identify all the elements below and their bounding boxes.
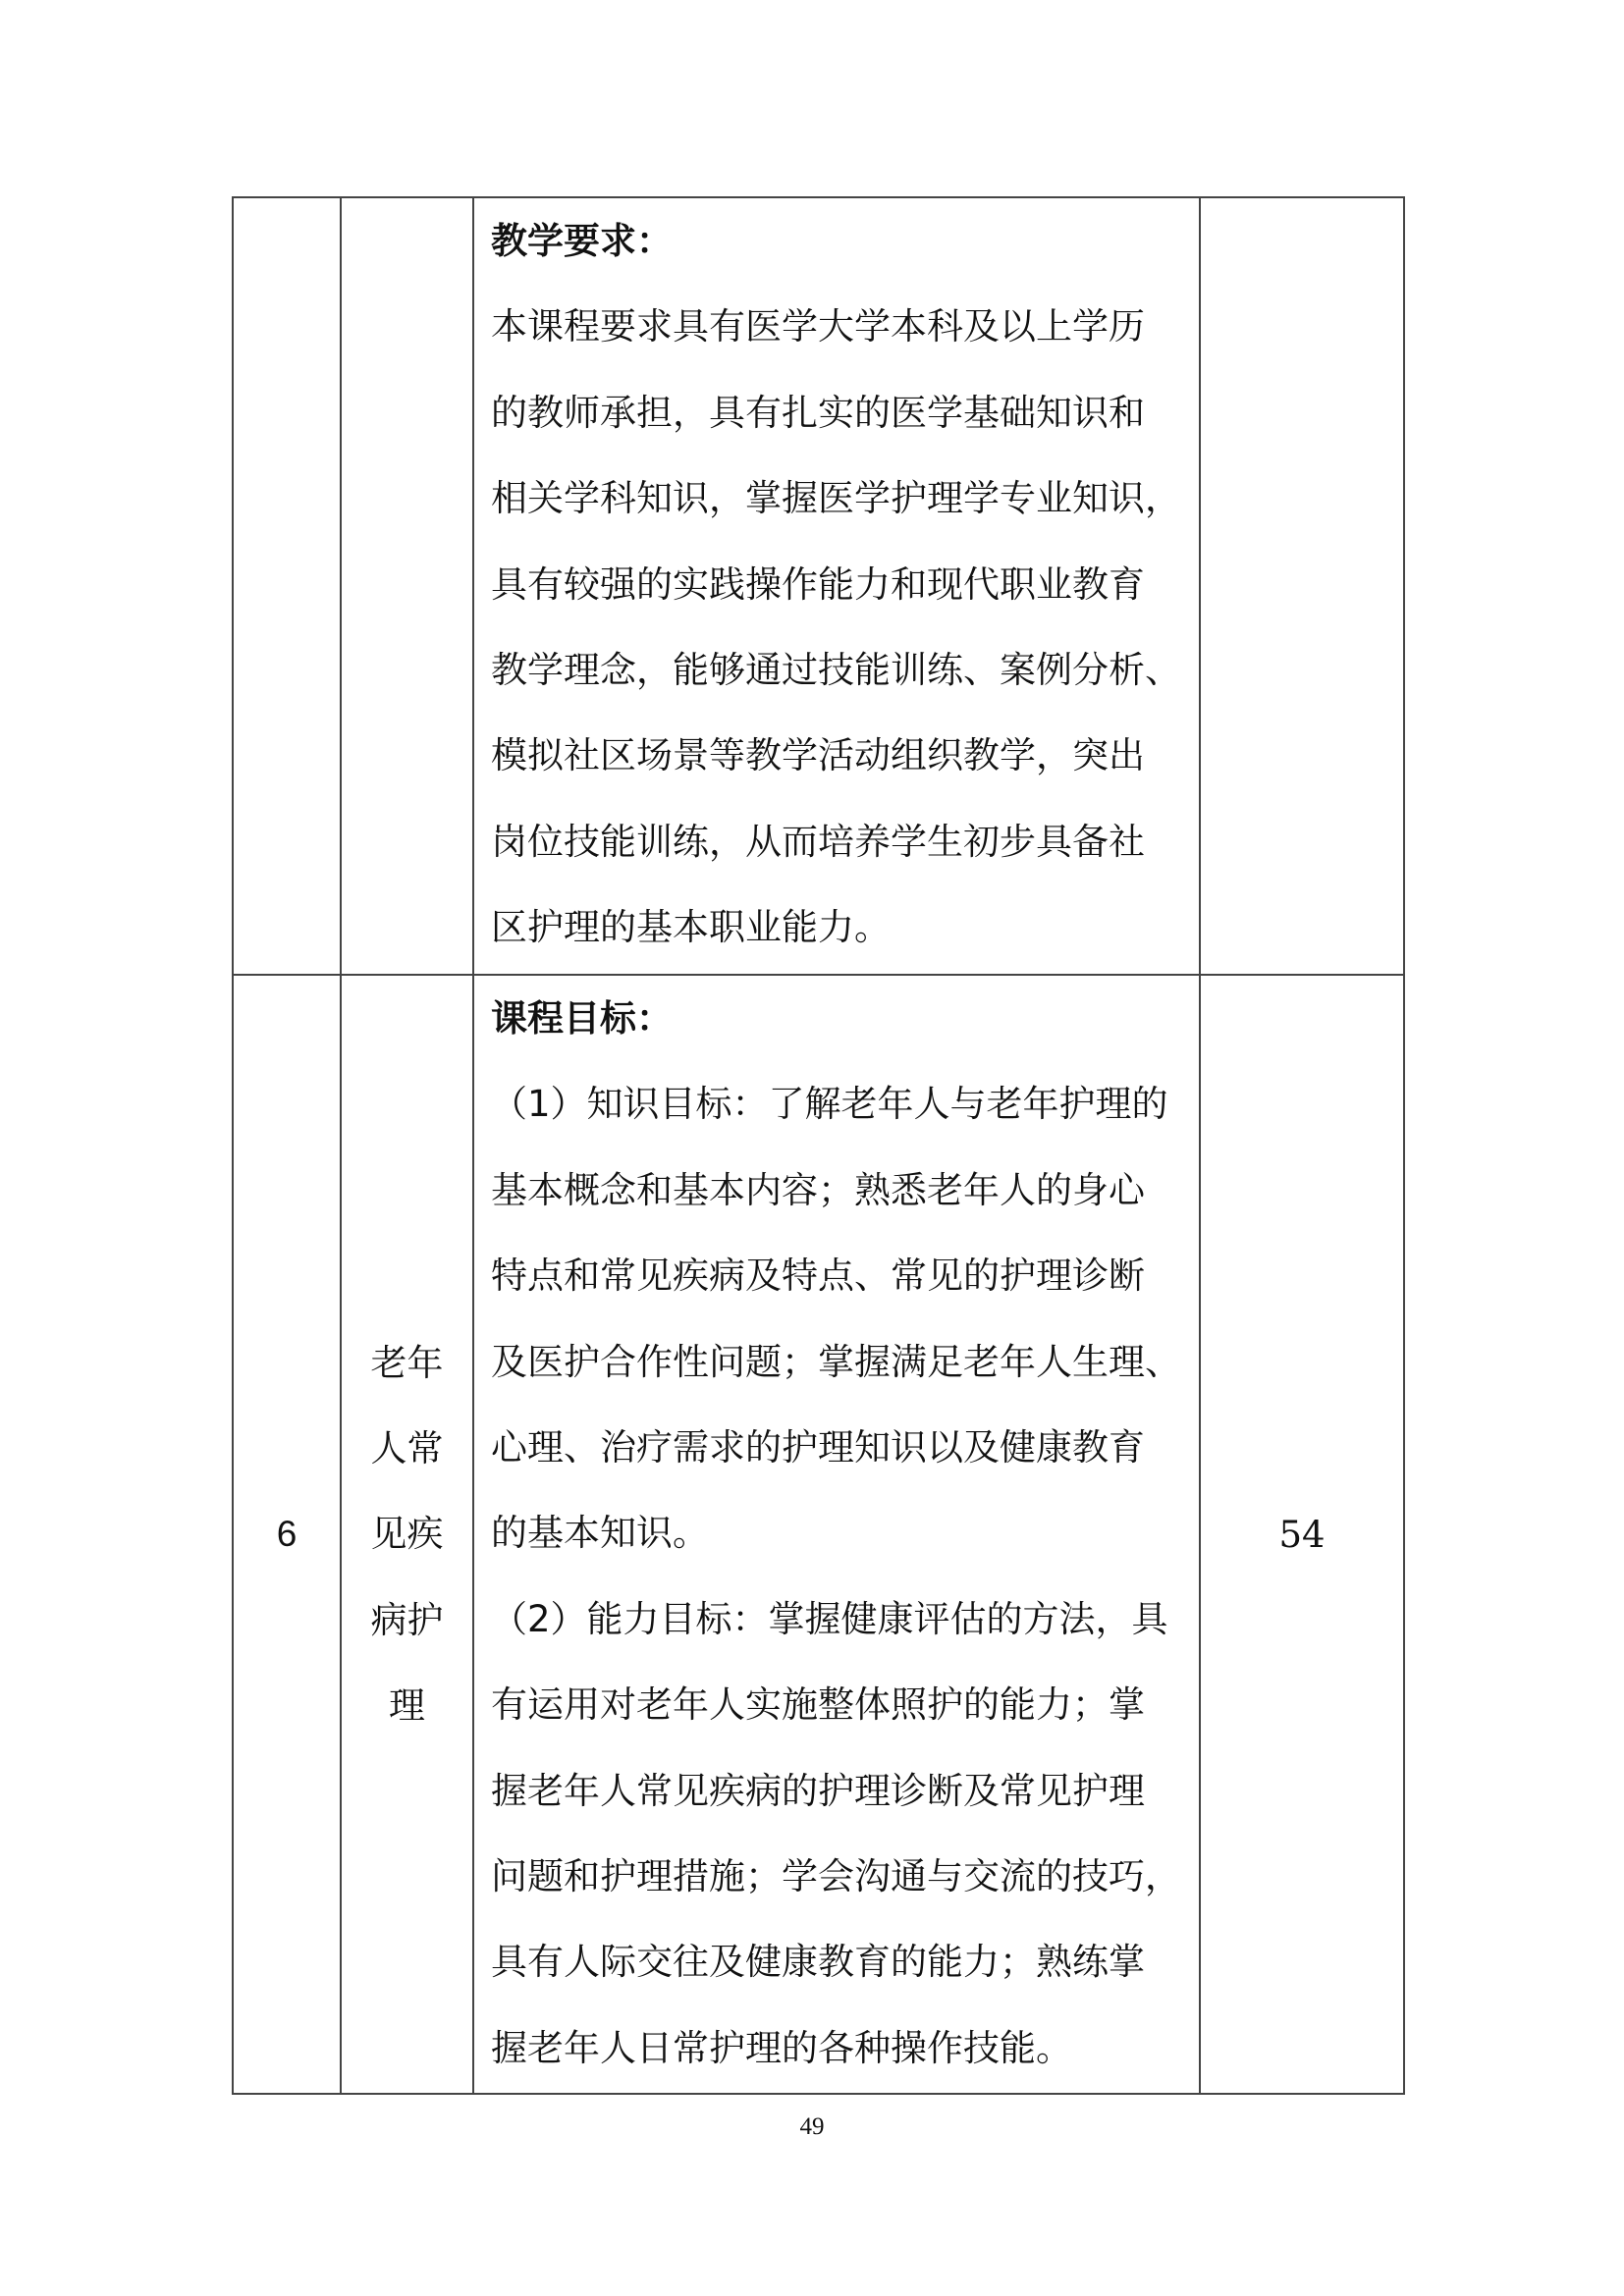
description-line: 基本概念和基本内容；熟悉老年人的身心 xyxy=(491,1168,1145,1211)
course-name-cell xyxy=(341,975,473,2094)
hours-cell xyxy=(1200,975,1404,2094)
description-cell xyxy=(473,197,1200,975)
course-hours: 54 xyxy=(1278,1513,1326,1556)
page-number: 49 xyxy=(799,2113,825,2140)
description-line: 特点和常见疾病及特点、常见的护理诊断 xyxy=(491,1255,1145,1298)
course-name-line: 老年 xyxy=(370,1341,444,1384)
description-line: 模拟社区场景等教学活动组织教学，突出 xyxy=(491,734,1145,777)
table-row xyxy=(233,197,1404,975)
course-name-line: 见疾 xyxy=(370,1513,444,1556)
description-line: 具有人际交往及健康教育的能力；熟练掌 xyxy=(491,1941,1145,1984)
description-line: （2）能力目标：掌握健康评估的方法，具 xyxy=(491,1597,1168,1640)
index-cell xyxy=(233,975,341,2094)
index-cell xyxy=(233,197,341,975)
description-line: 具有较强的实践操作能力和现代职业教育 xyxy=(491,562,1145,606)
description-line: （1）知识目标：了解老年人与老年护理的 xyxy=(491,1083,1168,1126)
description-line: 岗位技能训练，从而培养学生初步具备社 xyxy=(491,820,1145,863)
section-heading: 教学要求： xyxy=(491,220,673,262)
description-line: 区护理的基本职业能力。 xyxy=(491,906,891,949)
section-heading: 课程目标： xyxy=(491,997,673,1040)
description-line: 心理、治疗需求的护理知识以及健康教育 xyxy=(491,1425,1145,1468)
description-line: 问题和护理措施；学会沟通与交流的技巧， xyxy=(491,1854,1181,1897)
description-line: 及医护合作性问题；掌握满足老年人生理、 xyxy=(491,1340,1181,1383)
description-cell xyxy=(473,975,1200,2094)
hours-cell xyxy=(1200,197,1404,975)
course-name-line: 理 xyxy=(389,1684,425,1728)
description-line: 相关学科知识，掌握医学护理学专业知识， xyxy=(491,477,1181,520)
description-line: 教学理念，能够通过技能训练、案例分析、 xyxy=(491,648,1181,691)
description-line: 握老年人日常护理的各种操作技能。 xyxy=(491,2026,1072,2069)
description-line: 本课程要求具有医学大学本科及以上学历 xyxy=(491,305,1145,348)
course-name-cell xyxy=(341,197,473,975)
course-table xyxy=(232,196,1405,2095)
course-name-line: 病护 xyxy=(370,1598,444,1641)
course-name-line: 人常 xyxy=(370,1426,444,1469)
description-line: 的教师承担，具有扎实的医学基础知识和 xyxy=(491,391,1145,434)
description-line: 握老年人常见疾病的护理诊断及常见护理 xyxy=(491,1769,1145,1812)
description-line: 有运用对老年人实施整体照护的能力；掌 xyxy=(491,1683,1145,1727)
table-row xyxy=(233,975,1404,2094)
description-line: 的基本知识。 xyxy=(491,1512,709,1555)
course-index: 6 xyxy=(276,1514,298,1554)
